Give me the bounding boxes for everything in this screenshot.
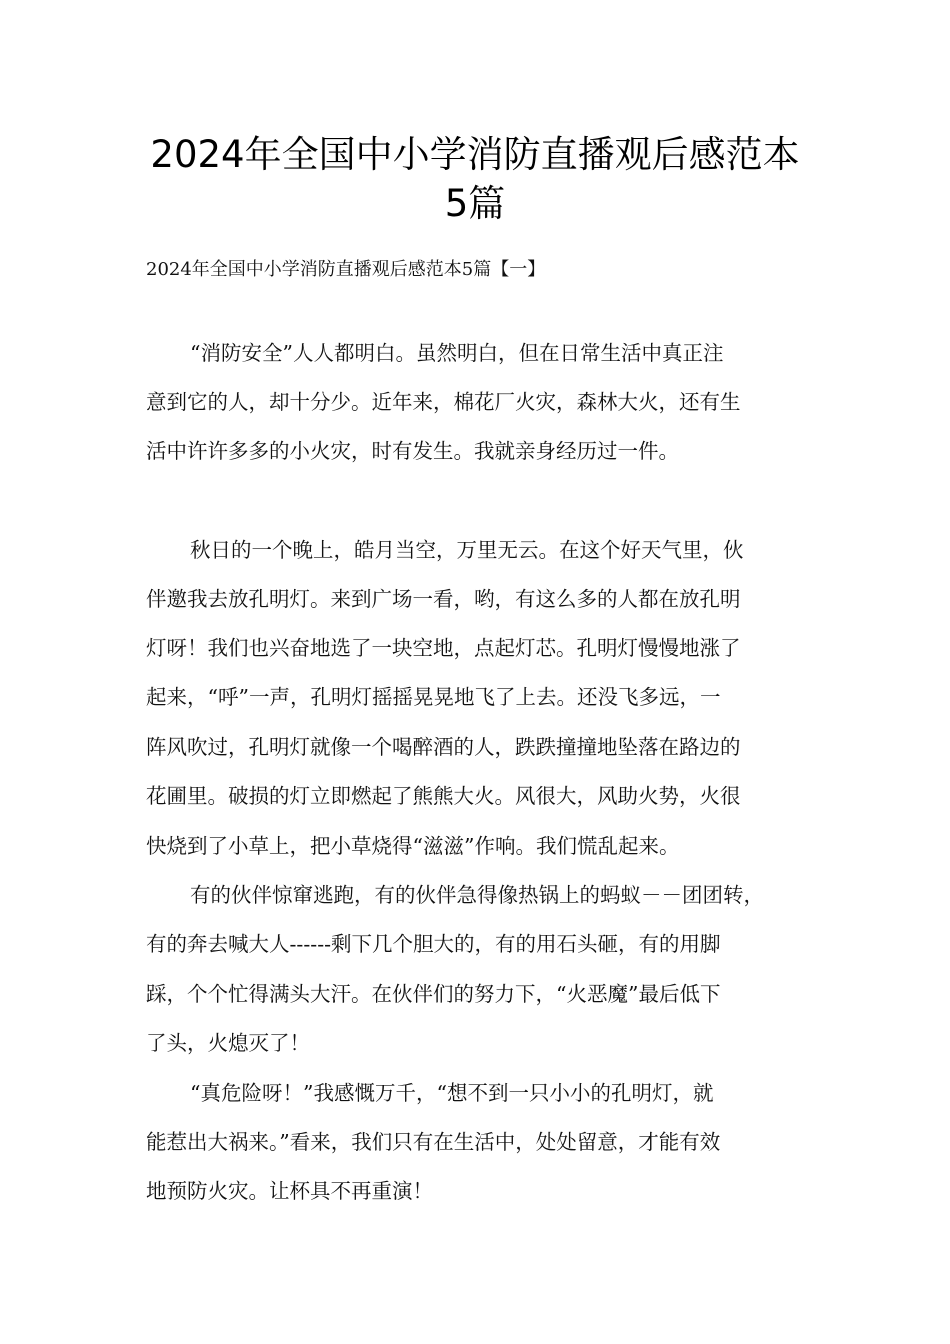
document-title-continued: 5篇 [444, 182, 506, 225]
paragraph-2-line-5: 阵风吹过，孔明灯就像一个喝醉酒的人，跌跌撞撞地坠落在路边的 [146, 735, 741, 759]
paragraph-1-line-1: “消防安全”人人都明白。虽然明白，但在日常生活中真正注 [190, 341, 724, 365]
paragraph-2-line-2: 伴邀我去放孔明灯。来到广场一看，哟，有这么多的人都在放孔明 [146, 587, 741, 611]
paragraph-2-line-7: 快烧到了小草上，把小草烧得“滋滋”作响。我们慌乱起来。 [146, 834, 680, 858]
paragraph-3-line-2: 有的奔去喊大人------剩下几个胆大的，有的用石头砸，有的用脚 [146, 932, 721, 956]
paragraph-1-line-3: 活中许许多多的小火灾，时有发生。我就亲身经历过一件。 [146, 439, 679, 463]
paragraph-2-line-4: 起来，“呼”一声，孔明灯摇摇晃晃地飞了上去。还没飞多远，一 [146, 685, 721, 709]
paragraph-4-line-1: “真危险呀！”我感慨万千，“想不到一只小小的孔明灯，就 [190, 1081, 714, 1105]
section-heading: 2024年全国中小学消防直播观后感范本5篇【一】 [146, 259, 546, 280]
paragraph-2-line-6: 花圃里。破损的灯立即燃起了熊熊大火。风很大，风助火势，火很 [146, 784, 741, 808]
paragraph-4-line-3: 地预防火灾。让杯具不再重演！ [146, 1179, 433, 1203]
paragraph-2-line-1: 秋日的一个晚上，皓月当空，万里无云。在这个好天气里，伙 [190, 538, 744, 562]
paragraph-3-line-4: 了头，火熄灭了！ [146, 1031, 310, 1055]
document-title: 2024年全国中小学消防直播观后感范本 [150, 133, 800, 176]
paragraph-1-line-2: 意到它的人，却十分少。近年来，棉花厂火灾，森林大火，还有生 [146, 390, 741, 414]
paragraph-2-line-3: 灯呀！我们也兴奋地选了一块空地，点起灯芯。孔明灯慢慢地涨了 [146, 636, 741, 660]
paragraph-3-line-3: 踩，个个忙得满头大汗。在伙伴们的努力下，“火恶魔”最后低下 [146, 982, 721, 1006]
paragraph-3-line-1: 有的伙伴惊窜逃跑，有的伙伴急得像热锅上的蚂蚁－－团团转， [190, 883, 764, 907]
paragraph-4-line-2: 能惹出大祸来。”看来，我们只有在生活中，处处留意，才能有效 [146, 1130, 721, 1154]
